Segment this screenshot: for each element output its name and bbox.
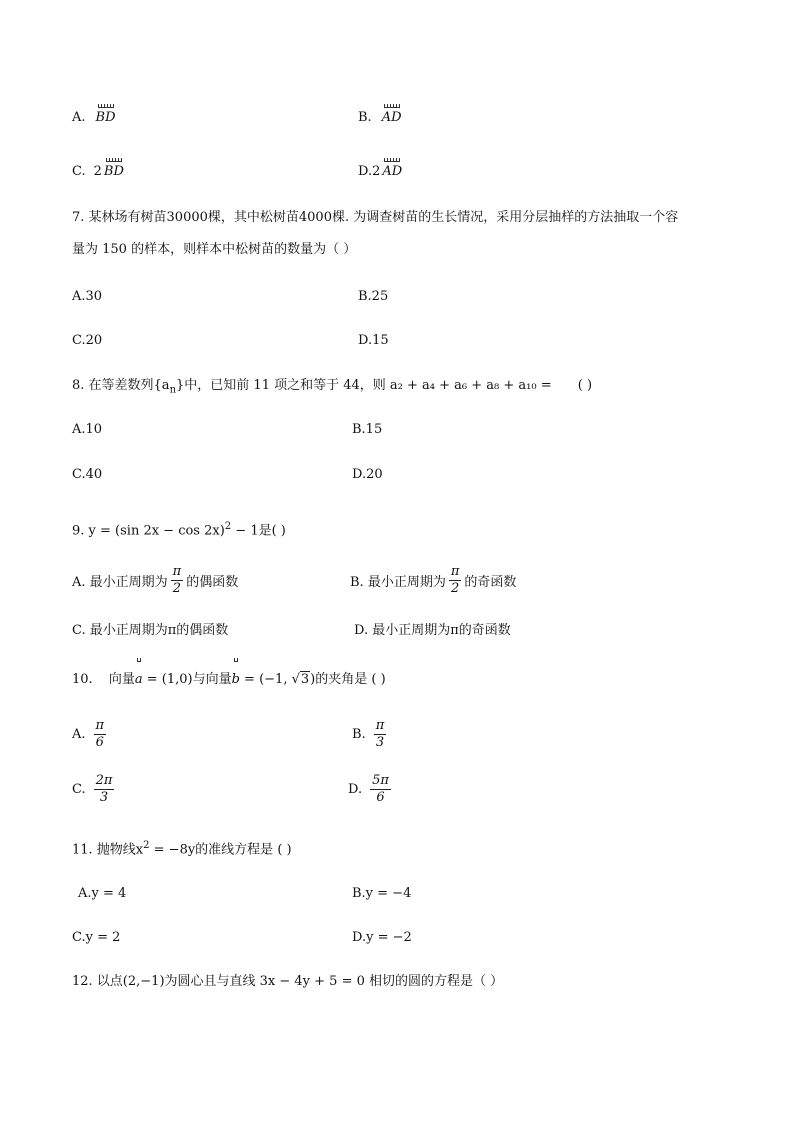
vector-ad: AD [381, 109, 402, 125]
sqrt-symbol: √ [291, 672, 300, 687]
q10-option-c: C. $\frac{2\pi}{3}$ [72, 772, 113, 805]
q9-option-b: B. 最小正周期为 $\frac{\pi}{2}$ 的奇函数 [350, 563, 517, 596]
q10-options-row-2 [72, 769, 732, 809]
q6-options-row-2 [72, 158, 732, 184]
q9-option-c: C. 最小正周期为π的偶函数 [72, 622, 229, 638]
q7-option-d: D.15 [358, 332, 389, 348]
q6-option-d: D.2 AD [358, 163, 403, 179]
q11-option-d: D.y = −2 [352, 929, 412, 945]
vector-b: b [232, 664, 240, 696]
q8-options-row-1 [72, 416, 732, 442]
q11-stem: 11. 抛物线$x^2 = -8y$的准线方程是 ( ) [72, 840, 292, 858]
q8-option-b: B.15 [352, 421, 383, 437]
q8-options-row-2 [72, 461, 732, 487]
q9-options-row-2 [72, 615, 732, 641]
q7-option-c: C.20 [72, 332, 103, 348]
q8-stem: 8. 在等差数列$\{a_n\}$中，已知前 11 项之和等于 44，则 a₂ + a₄ + a₆ + a₈ + a₁₀ = ( ) [72, 378, 593, 396]
q7-option-a: A.30 [72, 288, 103, 304]
q11-option-c: C.y = 2 [72, 929, 121, 945]
fraction-5pi-over-6: $\frac{5\pi}{6}$ [372, 772, 389, 805]
q9-stem: 9. y = (sin 2x − cos 2x)$^2$ − 1是( ) [72, 521, 286, 539]
q10-option-d: D. $\frac{5\pi}{6}$ [348, 772, 389, 805]
fraction-pi-over-2: $\frac{\pi}{2}$ [172, 563, 182, 596]
q8-option-c: C.40 [72, 466, 103, 482]
vector-ad: AD [382, 163, 403, 179]
vector-a: a [135, 664, 143, 696]
q9-options-row-1 [72, 562, 732, 598]
fraction-pi-over-2: $\frac{\pi}{2}$ [450, 563, 460, 596]
q7-options-row-2 [72, 327, 732, 353]
q11-option-b: B.y = −4 [352, 885, 412, 901]
q6-option-b: B. AD [358, 109, 402, 125]
q10-options-row-1 [72, 714, 732, 754]
q8-option-d: D.20 [352, 466, 383, 482]
q11-options-row-2 [72, 924, 732, 950]
q9-option-a: A. 最小正周期为 $\frac{\pi}{2}$ 的偶函数 [72, 563, 239, 596]
q10-option-a: A. $\frac{\pi}{6}$ [72, 717, 105, 750]
fraction-pi-over-3: $\frac{\pi}{3}$ [375, 717, 385, 750]
q6-options-row-1 [72, 104, 732, 130]
q7-stem: 7. 某林场有树苗30000棵，其中松树苗4000棵. 为调查树苗的生长情况，采用分层抽样的方法抽取一个容 量为 150 的样本，则样本中松树苗的数量为（ ） [72, 210, 679, 257]
q10-stem: 10. 向量a = (1,0)与向量b = (−1, √3)的夹角是 ( ) [72, 664, 722, 696]
q11-option-a: A.y = 4 [78, 885, 127, 901]
vector-bd: BD [95, 109, 116, 125]
q6-option-c: C. 2 BD [72, 163, 124, 179]
q6-option-a: A. BD [72, 109, 116, 125]
q8-option-a: A.10 [72, 421, 103, 437]
q7-options-row-1 [72, 283, 732, 309]
q12-stem: 12. 以点(2,−1)为圆心且与直线 3x − 4y + 5 = 0 相切的圆的方程是（ ） [72, 974, 504, 989]
vector-bd: BD [103, 163, 124, 179]
fraction-2pi-over-3: $\frac{2\pi}{3}$ [95, 772, 113, 805]
q10-option-b: B. $\frac{\pi}{3}$ [352, 717, 385, 750]
fraction-pi-over-6: $\frac{\pi}{6}$ [95, 717, 105, 750]
q7-option-b: B.25 [358, 288, 389, 304]
q11-options-row-1 [72, 880, 732, 906]
q9-option-d: D. 最小正周期为π的奇函数 [354, 622, 511, 638]
